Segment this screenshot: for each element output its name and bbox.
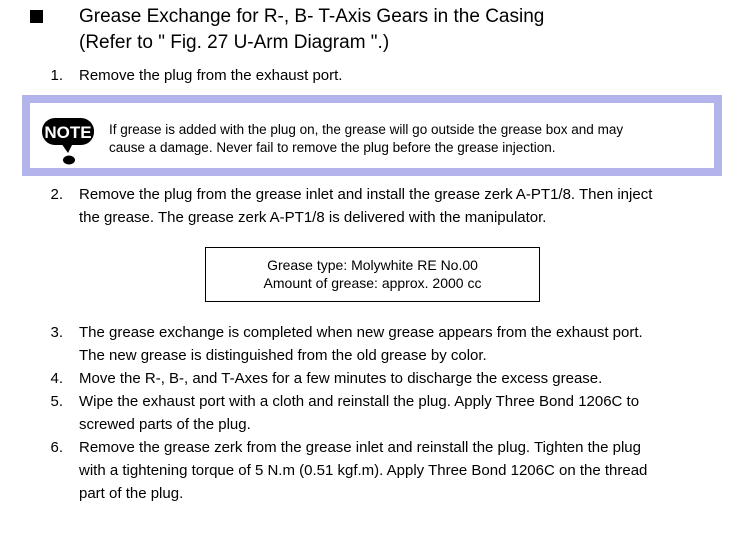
step-text-line: Remove the grease zerk from the grease inlet and reinstall the plug. Tighten the plug <box>79 439 641 456</box>
step-text-line: Move the R-, B-, and T-Axes for a few minutes to discharge the excess grease. <box>79 370 603 387</box>
note-text <box>109 121 623 157</box>
section-title: Grease Exchange for R-, B- T-Axis Gears in the Casing <box>79 6 545 27</box>
note-icon-label: NOTE <box>44 123 92 142</box>
step-text-line: The new grease is distinguished from the old grease by color. <box>79 347 487 364</box>
section-bullet-icon <box>30 10 43 23</box>
note-line: cause a damage. Never fail to remove the plug before the grease injection. <box>109 140 556 155</box>
step-number: 6. <box>50 439 63 456</box>
grease-type: Grease type: Molywhite RE No.00 <box>267 257 478 273</box>
step-text-line: The grease exchange is completed when new grease appears from the exhaust port. <box>79 324 643 341</box>
note-box <box>22 95 722 176</box>
step-text-line: Wipe the exhaust port with a cloth and reinstall the plug. Apply Three Bond 1206C to <box>79 393 640 410</box>
note-icon <box>41 114 95 166</box>
step-text-line: screwed parts of the plug. <box>79 416 251 433</box>
step-text-line: Remove the plug from the exhaust port. <box>79 67 343 84</box>
step-number: 2. <box>50 186 63 203</box>
step-text-line: Remove the plug from the grease inlet and install the grease zerk A-PT1/8. Then inject <box>79 186 653 203</box>
step-text-line: the grease. The grease zerk A-PT1/8 is delivered with the manipulator. <box>79 209 547 226</box>
grease-amount: Amount of grease: approx. 2000 cc <box>263 275 482 291</box>
section-reference: (Refer to " Fig. 27 U-Arm Diagram ".) <box>79 32 390 53</box>
step-number: 3. <box>50 324 63 341</box>
step-number: 1. <box>50 67 63 84</box>
section-heading <box>79 4 544 56</box>
step-text-line: with a tightening torque of 5 N.m (0.51 kgf.m). Apply Three Bond 1206C on the thread <box>79 462 648 479</box>
step-number: 5. <box>50 393 63 410</box>
note-line: If grease is added with the plug on, the grease will go outside the grease box and may <box>109 122 624 137</box>
step-text-line: part of the plug. <box>79 485 184 502</box>
step-number: 4. <box>50 370 63 387</box>
grease-spec-box <box>205 247 540 302</box>
